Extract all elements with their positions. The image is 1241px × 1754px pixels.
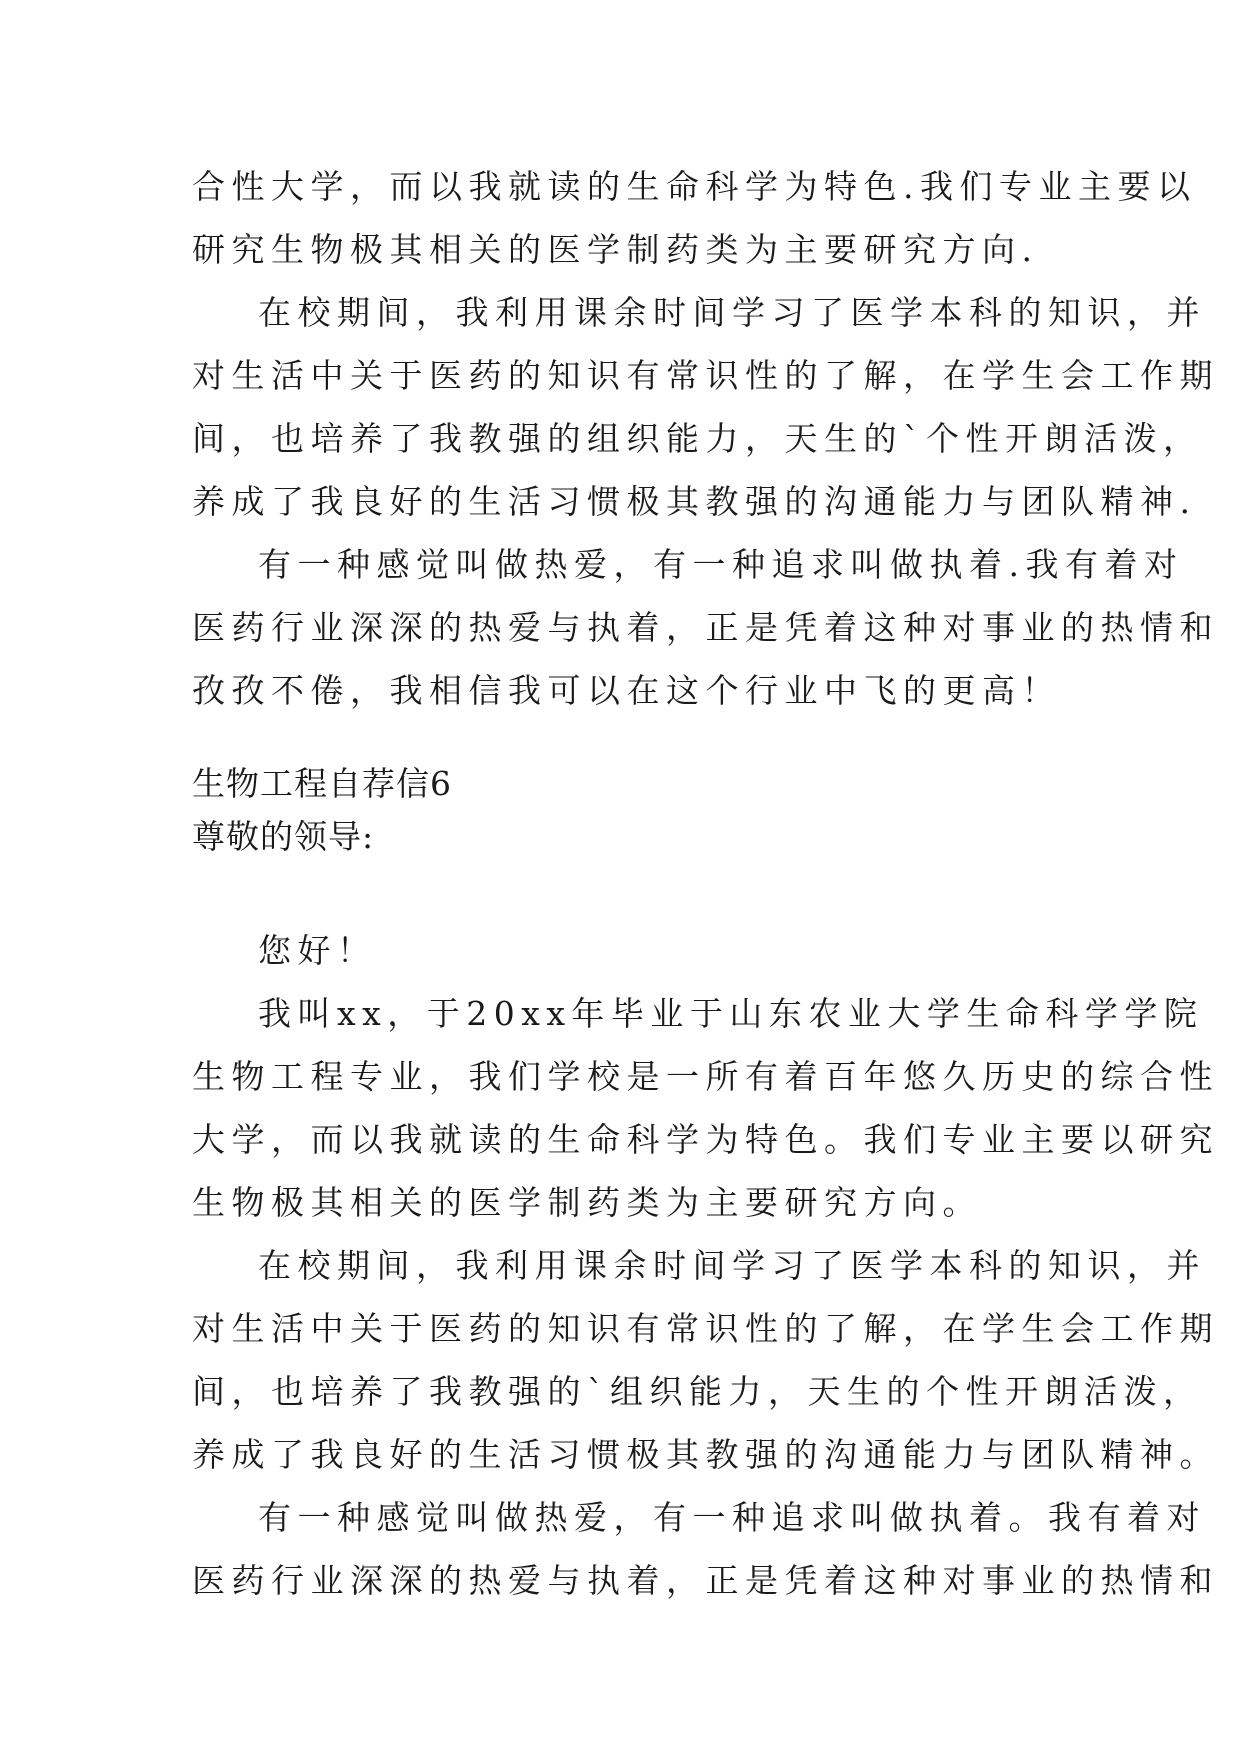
paragraph-line: 有一种感觉叫做热爱，有一种追求叫做执着.我有着对 [258,545,1184,584]
paragraph-line: 医药行业深深的热爱与执着，正是凭着这种对事业的热情和 [192,1561,1219,1600]
salutation: 尊敬的领导: [192,817,375,856]
paragraph-line: 医药行业深深的热爱与执着，正是凭着这种对事业的热情和 [192,608,1219,647]
paragraph-line: 间，也培养了我教强的`组织能力，天生的个性开朗活泼， [192,1372,1203,1411]
paragraph-line: 在校期间，我利用课余时间学习了医学本科的知识，并 [258,293,1206,332]
paragraph-line: 大学，而以我就读的生命科学为特色。我们专业主要以研究 [192,1120,1219,1159]
paragraph-line: 对生活中关于医药的知识有常识性的了解，在学生会工作期 [192,1309,1219,1348]
paragraph-line: 合性大学，而以我就读的生命科学为特色.我们专业主要以 [192,167,1197,206]
paragraph-line: 我叫xx，于20xx年毕业于山东农业大学生命科学学院 [258,994,1204,1033]
paragraph-line: 生物工程专业，我们学校是一所有着百年悠久历史的综合性 [192,1057,1219,1096]
paragraph-line: 有一种感觉叫做热爱，有一种追求叫做执着。我有着对 [258,1498,1206,1537]
paragraph-line: 在校期间，我利用课余时间学习了医学本科的知识，并 [258,1246,1206,1285]
paragraph-line: 孜孜不倦，我相信我可以在这个行业中飞的更高！ [192,671,1061,710]
paragraph-line: 研究生物极其相关的医学制药类为主要研究方向. [192,230,1039,269]
letter-heading: 生物工程自荐信6 [192,764,452,803]
paragraph-line: 对生活中关于医药的知识有常识性的了解，在学生会工作期 [192,356,1219,395]
paragraph-line: 生物极其相关的医学制药类为主要研究方向。 [192,1183,982,1222]
paragraph-line: 间，也培养了我教强的组织能力，天生的`个性开朗活泼， [192,419,1203,458]
paragraph-line: 养成了我良好的生活习惯极其教强的沟通能力与团队精神. [192,482,1197,521]
greeting: 您好！ [258,931,377,970]
paragraph-line: 养成了我良好的生活习惯极其教强的沟通能力与团队精神。 [192,1435,1219,1474]
